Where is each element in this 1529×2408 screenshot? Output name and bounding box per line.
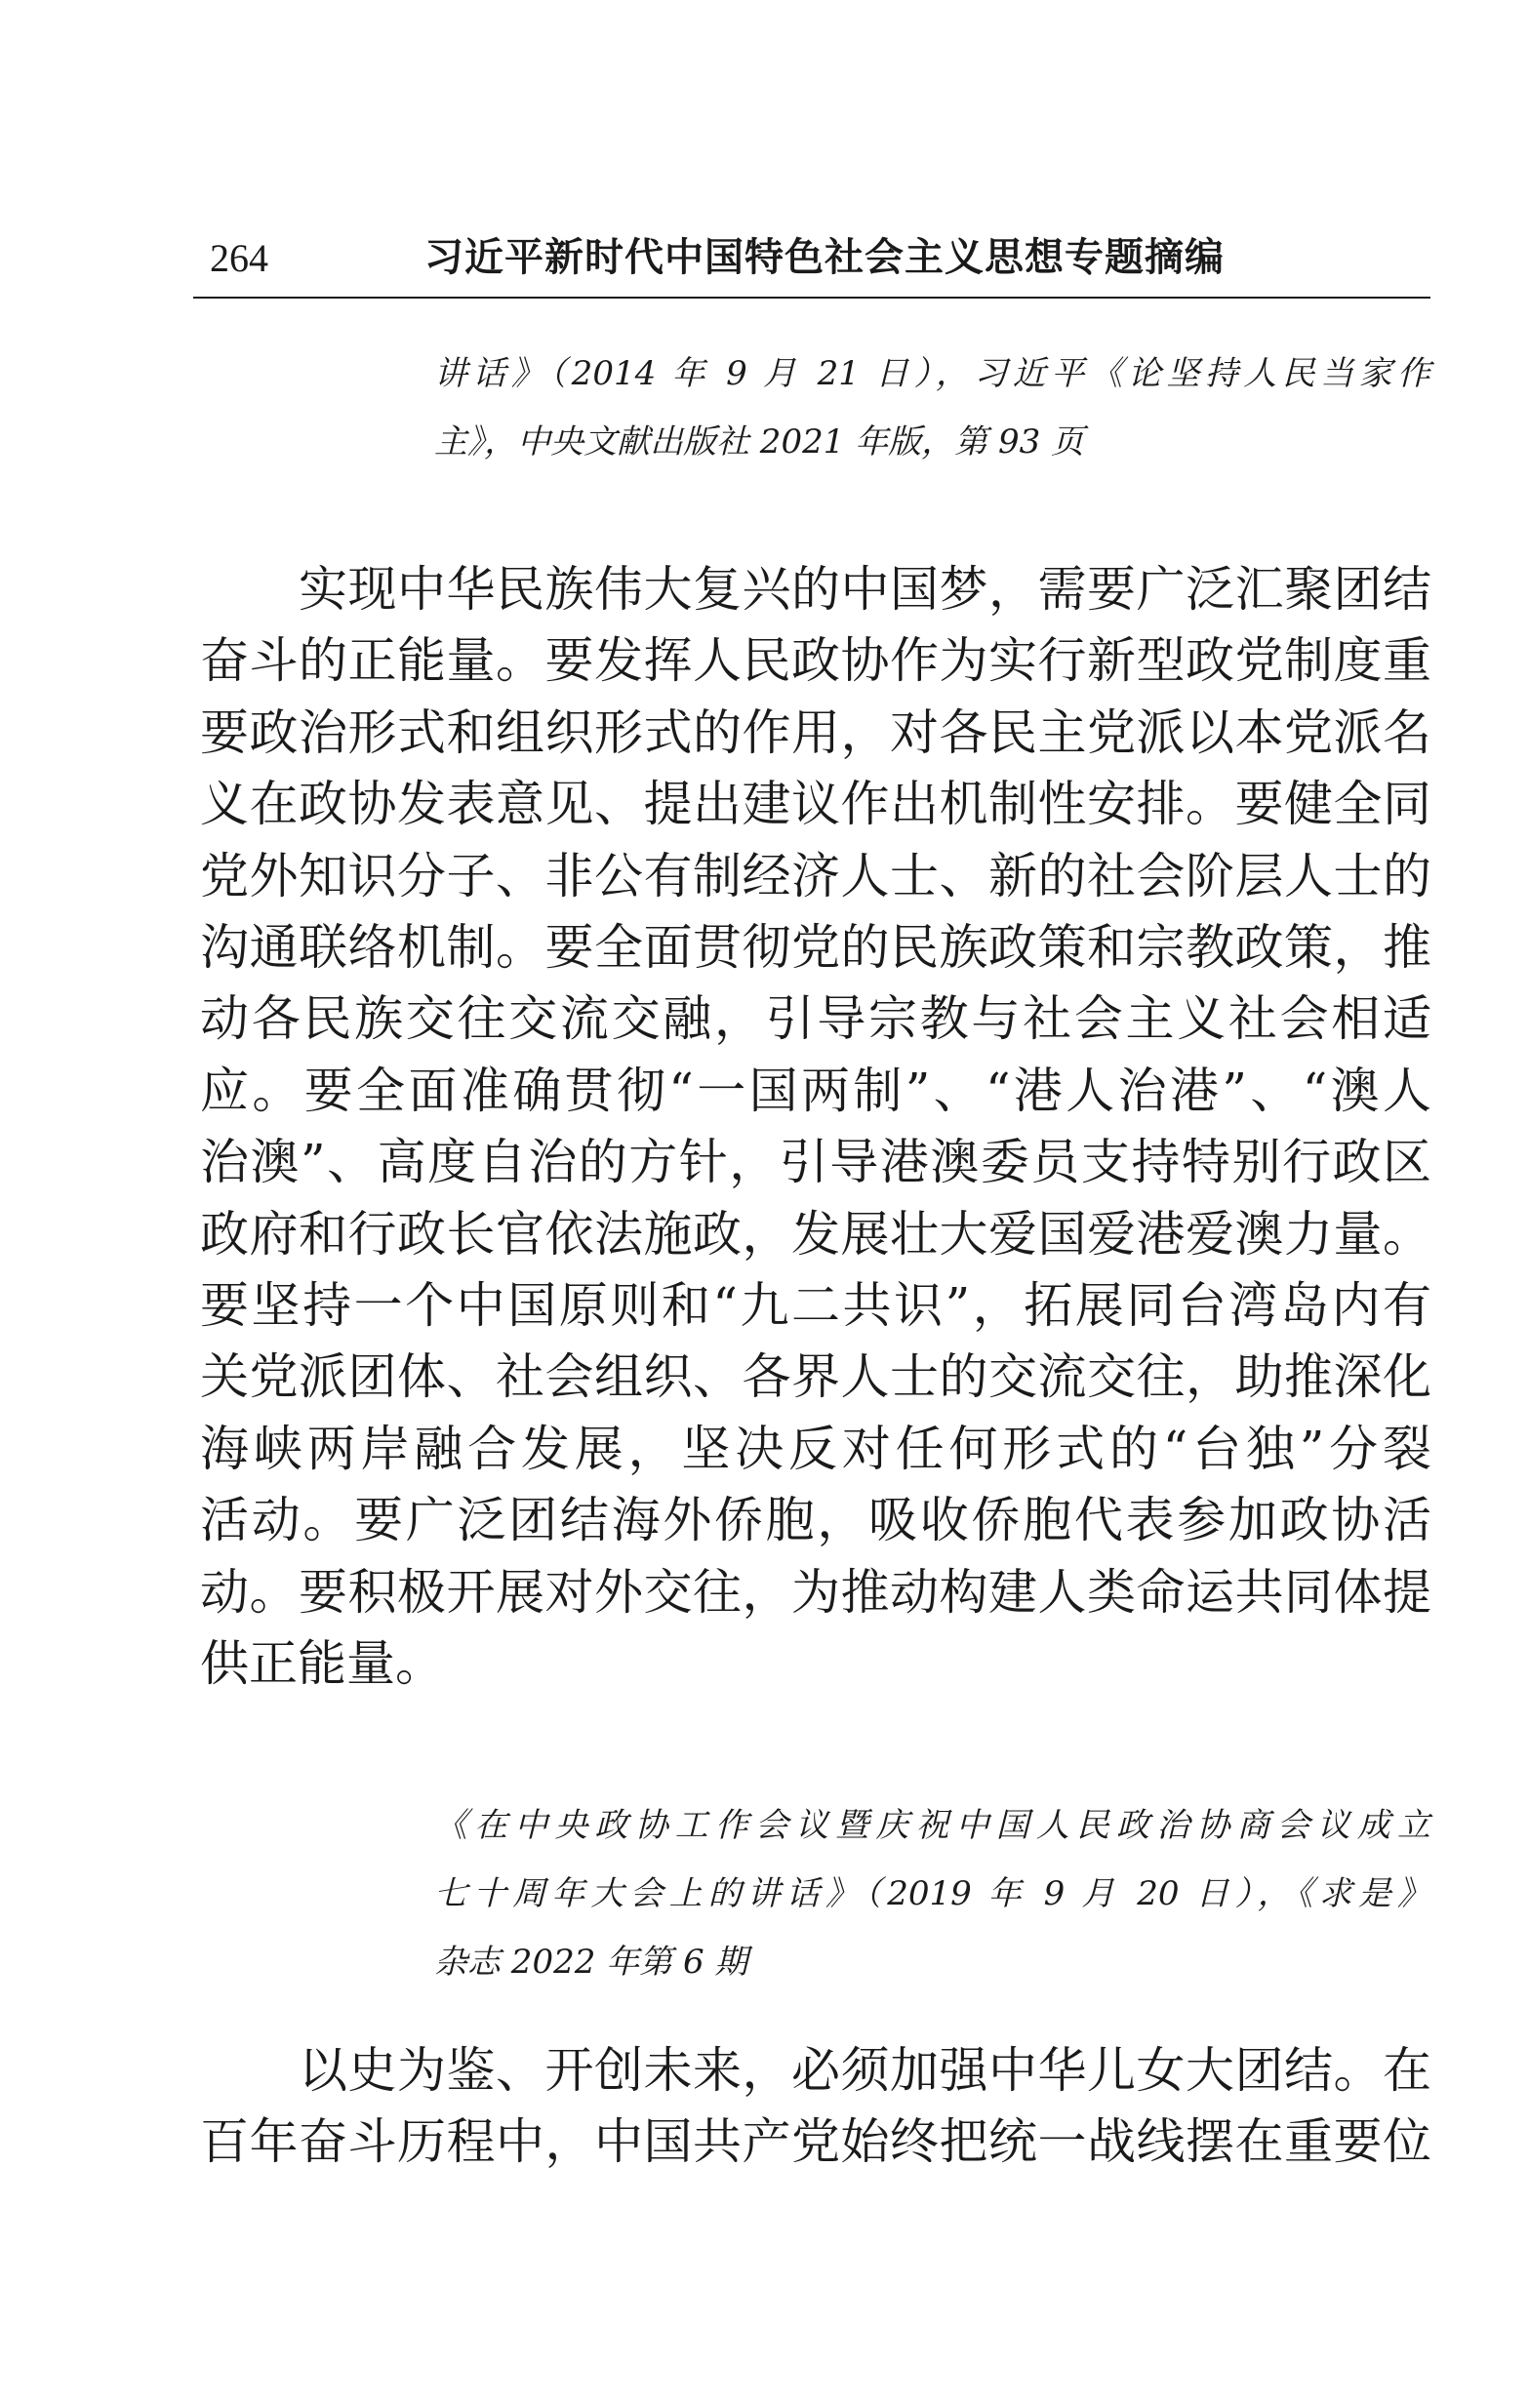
source-line: 《在中央政协工作会议暨庆祝中国人民政治协商会议成立 xyxy=(434,1806,1430,1845)
text-line: 沟通联络机制。要全面贯彻党的民族政策和宗教政策，推 xyxy=(200,919,1431,977)
header-rule xyxy=(193,297,1430,299)
text-line: 关党派团体、社会组织、各界人士的交流交往，助推深化 xyxy=(200,1348,1431,1406)
text-line: 以史为鉴、开创未来，必须加强中华儿女大团结。在 xyxy=(200,2042,1431,2099)
text-line: 义在政协发表意见、提出建议作出机制性安排。要健全同 xyxy=(200,776,1431,833)
text-line: 百年奋斗历程中，中国共产党始终把统一战线摆在重要位 xyxy=(200,2113,1431,2171)
source-line: 讲话》（2014 年 9 月 21 日），习近平《论坚持人民当家作 xyxy=(434,354,1430,393)
body-paragraph-2 xyxy=(200,2035,1431,2179)
source-citation-1 xyxy=(434,340,1430,476)
text-line: 党外知识分子、非公有制经济人士、新的社会阶层人士的 xyxy=(200,847,1431,904)
text-line: 政府和行政长官依法施政，发展壮大爱国爱港爱澳力量。 xyxy=(200,1205,1431,1263)
text-line: 治澳”、高度自治的方针，引导港澳委员支持特别行政区 xyxy=(200,1134,1431,1191)
text-line: 动各民族交往交流交融，引导宗教与社会主义社会相适 xyxy=(200,990,1431,1048)
text-line: 应。要全面准确贯彻“一国两制”、“港人治港”、“澳人 xyxy=(200,1062,1431,1119)
text-line: 活动。要广泛团结海外侨胞，吸收侨胞代表参加政协活 xyxy=(200,1492,1431,1549)
running-title: 习近平新时代中国特色社会主义思想专题摘编 xyxy=(424,234,1225,280)
text-line: 海峡两岸融合发展，坚决反对任何形式的“台独”分裂 xyxy=(200,1420,1431,1477)
text-line: 动。要积极开展对外交往，为推动构建人类命运共同体提 xyxy=(200,1563,1431,1621)
text-line: 要政治形式和组织形式的作用，对各民主党派以本党派名 xyxy=(200,703,1431,761)
text-line: 要坚持一个中国原则和“九二共识”，拓展同台湾岛内有 xyxy=(200,1277,1431,1335)
text-line: 奋斗的正能量。要发挥人民政协作为实行新型政党制度重 xyxy=(200,632,1431,690)
text-line: 实现中华民族伟大复兴的中国梦，需要广泛汇聚团结 xyxy=(200,561,1431,618)
page-number: 264 xyxy=(210,236,268,280)
source-citation-2 xyxy=(434,1791,1430,1996)
body-paragraph-1 xyxy=(200,554,1431,1701)
source-line: 杂志 2022 年第 6 期 xyxy=(434,1943,748,1982)
source-line: 主》，中央文献出版社 2021 年版，第 93 页 xyxy=(434,422,1085,462)
source-line: 七十周年大会上的讲话》（2019 年 9 月 20 日），《求是》 xyxy=(434,1874,1430,1913)
text-line: 供正能量。 xyxy=(200,1635,444,1693)
